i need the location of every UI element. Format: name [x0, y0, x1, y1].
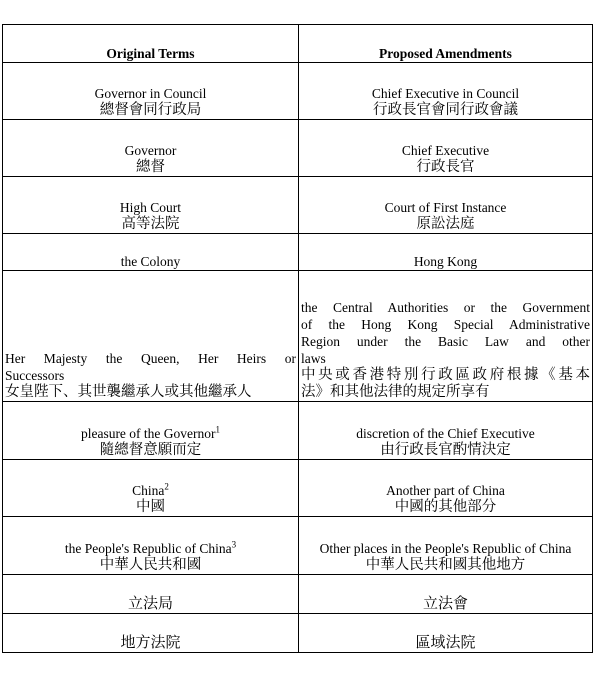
proposed-term-en-line: the Central Authorities or the Government [301, 300, 590, 315]
original-term-en: pleasure of the Governor [80, 426, 216, 441]
proposed-term-cell [299, 575, 593, 614]
original-term-en: the People's Republic of China [64, 541, 232, 556]
proposed-term-en: Hong Kong [413, 254, 478, 269]
table-row [3, 614, 593, 653]
header-original-terms [3, 25, 299, 63]
proposed-term-zh: 行政長官會同行政會議 [373, 102, 518, 118]
proposed-term-cell [299, 402, 593, 460]
proposed-term-en: Other places in the People's Republic of China [319, 541, 572, 556]
footnote-marker: 2 [164, 481, 169, 492]
original-term-en-line: Her Majesty the Queen, Her Heirs or [5, 351, 296, 366]
proposed-term-cell [299, 517, 593, 575]
footnote-marker: 1 [215, 424, 221, 435]
proposed-term-en-line: of the Hong Kong Special Administrative [301, 317, 590, 332]
proposed-term-en: Another part of China [386, 483, 505, 498]
table-row [3, 575, 593, 614]
table-row [3, 460, 593, 517]
original-term-zh: 隨總督意願而定 [99, 442, 202, 458]
header-proposed-label: Proposed Amendments [379, 46, 512, 61]
original-term-en-line: Successors [5, 368, 65, 383]
original-term-cell [3, 271, 299, 402]
original-term-en: High Court [119, 200, 182, 215]
original-term-en: Governor [124, 143, 177, 158]
proposed-term-zh: 中國的其他部分 [394, 499, 497, 515]
original-term-zh: 總督會同行政局 [99, 102, 202, 118]
proposed-term-en: Chief Executive in Council [371, 86, 520, 101]
proposed-term-zh: 立法會 [422, 596, 468, 612]
table-row [3, 63, 593, 120]
original-term-cell [3, 120, 299, 177]
original-term-zh: 地方法院 [120, 635, 181, 651]
proposed-term-cell [299, 234, 593, 271]
original-term-en-wrap [5, 482, 296, 499]
original-term-cell [3, 517, 299, 575]
proposed-term-zh: 由行政長官酌情決定 [380, 442, 511, 458]
original-term-en: the Colony [120, 254, 181, 269]
original-term-en: China [132, 483, 165, 498]
original-term-cell [3, 460, 299, 517]
original-term-zh: 中華人民共和國 [99, 557, 202, 573]
footnote-marker: 3 [231, 539, 237, 550]
original-term-zh: 中國 [136, 499, 165, 515]
proposed-term-en-line: Region under the Basic Law and other [301, 334, 590, 349]
table-row [3, 234, 593, 271]
header-proposed-amendments [299, 25, 593, 63]
original-term-zh: 女皇陛下、其世襲繼承人或其他繼承人 [5, 384, 252, 400]
proposed-term-zh: 中華人民共和國其他地方 [365, 557, 526, 573]
original-term-cell [3, 402, 299, 460]
original-term-cell [3, 614, 299, 653]
proposed-term-zh: 區域法院 [415, 635, 476, 651]
original-term-cell [3, 234, 299, 271]
table-row [3, 517, 593, 575]
original-term-en-wrap [5, 425, 296, 442]
proposed-term-zh: 原訟法庭 [416, 216, 475, 232]
table-header-row [3, 25, 593, 63]
proposed-term-cell [299, 614, 593, 653]
original-term-zh: 總督 [136, 159, 165, 175]
original-term-en-wrap [5, 540, 296, 557]
proposed-term-zh-line: 法》和其他法律的規定所享有 [301, 384, 490, 400]
original-term-cell [3, 177, 299, 234]
proposed-term-en-line: laws [301, 351, 326, 366]
original-term-cell [3, 63, 299, 120]
table-row [3, 120, 593, 177]
header-original-label: Original Terms [106, 46, 195, 61]
proposed-term-en: Chief Executive [401, 143, 490, 158]
proposed-term-cell [299, 271, 593, 402]
proposed-term-en: discretion of the Chief Executive [356, 426, 535, 441]
table-row [3, 271, 593, 402]
table-row [3, 177, 593, 234]
original-term-zh: 高等法院 [121, 216, 180, 232]
original-term-cell [3, 575, 299, 614]
proposed-term-cell [299, 177, 593, 234]
original-term-en: Governor in Council [94, 86, 207, 101]
proposed-term-cell [299, 460, 593, 517]
proposed-term-cell [299, 120, 593, 177]
terms-comparison-table [2, 24, 593, 653]
proposed-term-zh: 行政長官 [416, 159, 475, 175]
original-term-zh: 立法局 [127, 596, 173, 612]
proposed-term-en: Court of First Instance [384, 200, 507, 215]
proposed-term-zh-line: 中央或香港特別行政區政府根據《基本 [301, 367, 590, 383]
table-row [3, 402, 593, 460]
proposed-term-cell [299, 63, 593, 120]
